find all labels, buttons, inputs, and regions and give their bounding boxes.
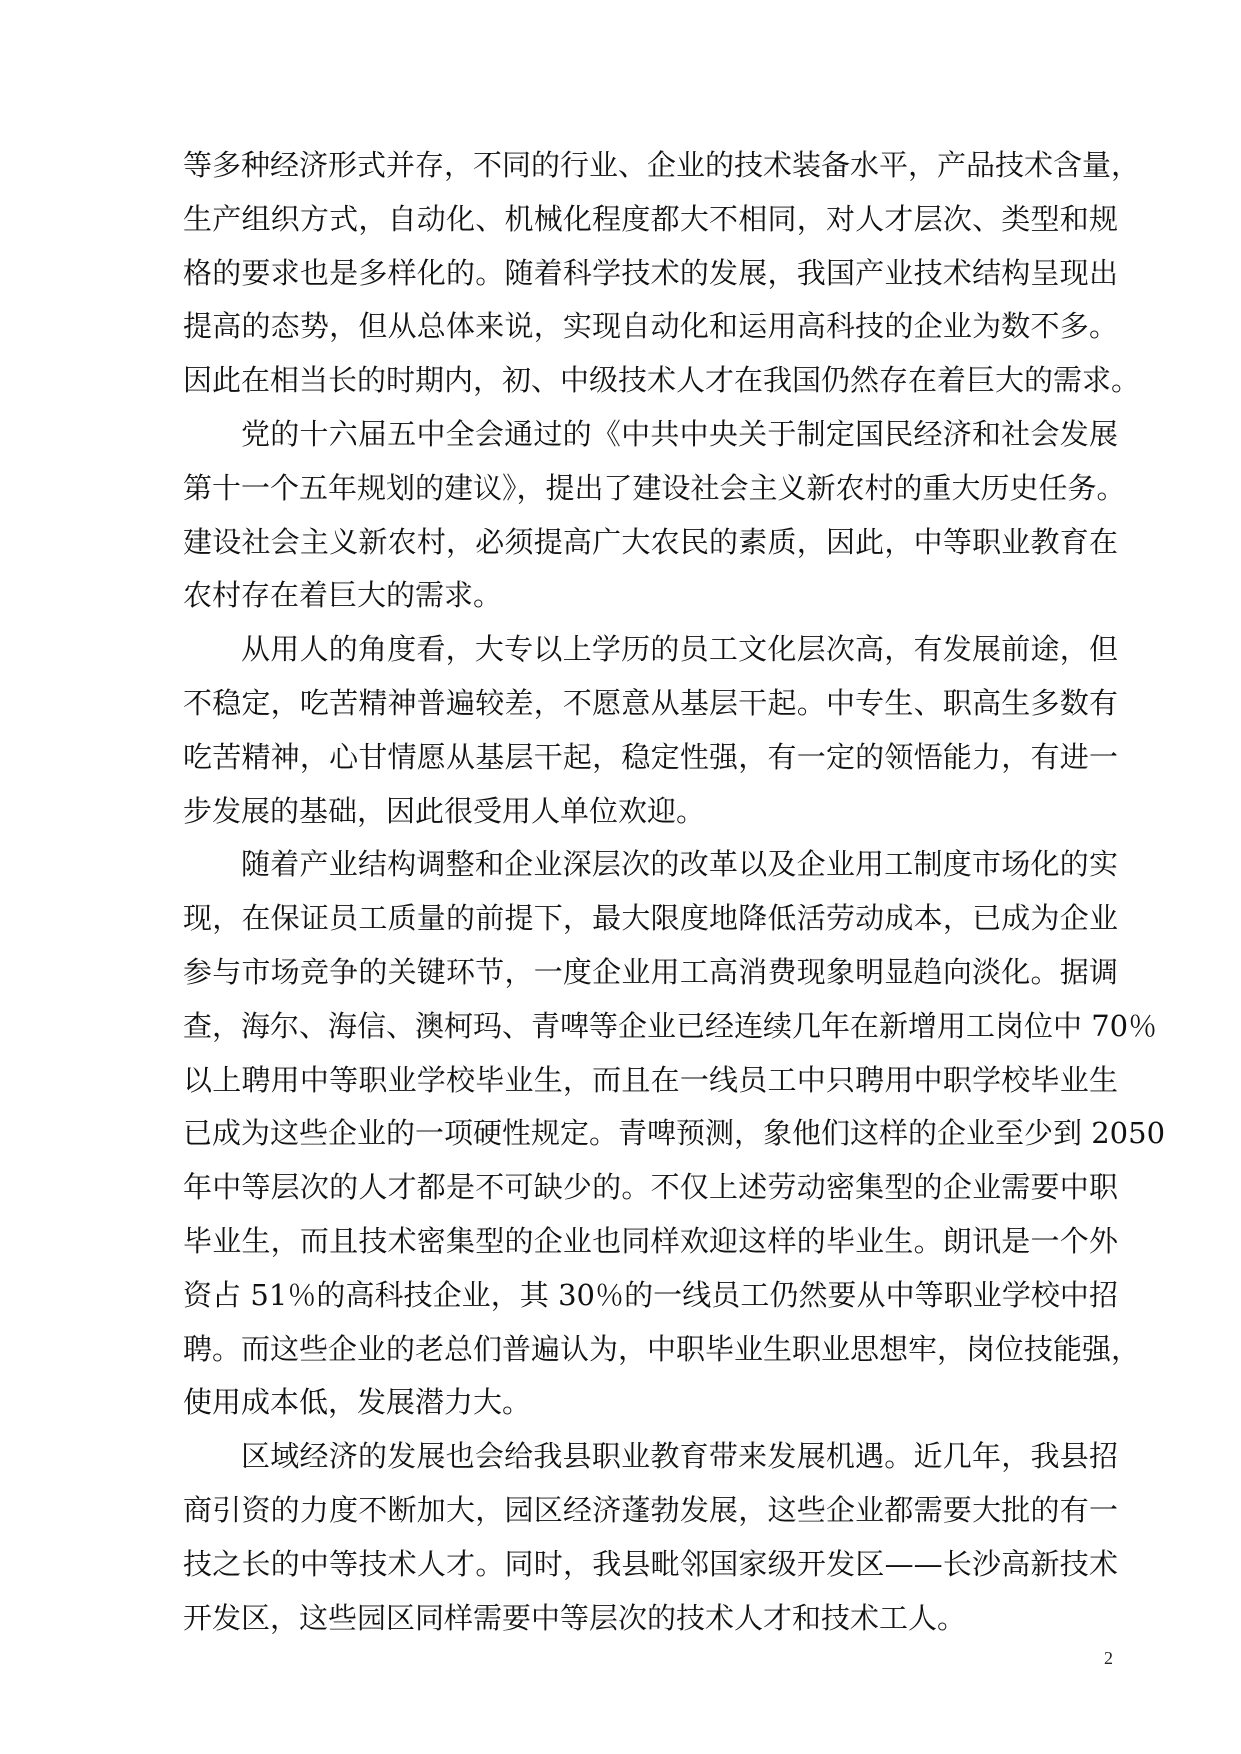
text-line: 已成为这些企业的一项硬性规定。青啤预测，象他们这样的企业至少到 2050 <box>183 1116 1166 1151</box>
text-line: 技之长的中等技术人才。同时，我县毗邻国家级开发区——长沙高新技术 <box>183 1546 1118 1581</box>
text-line: 以上聘用中等职业学校毕业生，而且在一线员工中只聘用中职学校毕业生 <box>183 1062 1118 1097</box>
paragraph-1 <box>183 139 1141 408</box>
text-line: 建设社会主义新农村，必须提高广大农民的素质，因此，中等职业教育在 <box>183 524 1118 559</box>
text-line: 区域经济的发展也会给我县职业教育带来发展机遇。近几年，我县招 <box>241 1439 1118 1474</box>
text-line: 使用成本低，发展潜力大。 <box>183 1385 532 1420</box>
text-line: 现，在保证员工质量的前提下，最大限度地降低活劳动成本，已成为企业 <box>183 901 1118 936</box>
text-line: 吃苦精神，心甘情愿从基层干起，稳定性强，有一定的领悟能力，有进一 <box>183 739 1118 774</box>
text-line: 从用人的角度看，大专以上学历的员工文化层次高，有发展前途，但 <box>241 632 1118 667</box>
text-line: 等多种经济形式并存，不同的行业、企业的技术装备水平，产品技术含量， <box>183 148 1141 182</box>
text-line: 提高的态势，但从总体来说，实现自动化和运用高科技的企业为数不多。 <box>183 309 1118 344</box>
paragraph-2 <box>183 408 1126 623</box>
text-line: 年中等层次的人才都是不可缺少的。不仅上述劳动密集型的企业需要中职 <box>183 1170 1118 1205</box>
text-line: 步发展的基础，因此很受用人单位欢迎。 <box>183 793 706 828</box>
body-text <box>183 139 1166 1645</box>
text-line: 因此在相当长的时期内，初、中级技术人才在我国仍然存在着巨大的需求。 <box>183 363 1141 398</box>
text-line: 毕业生，而且技术密集型的企业也同样欢迎这样的毕业生。朗讯是一个外 <box>183 1223 1118 1258</box>
text-line: 资占 51％的高科技企业，其 30％的一线员工仍然要从中等职业学校中招 <box>183 1277 1118 1312</box>
text-line: 格的要求也是多样化的。随着科学技术的发展，我国产业技术结构呈现出 <box>183 255 1118 290</box>
paragraph-3 <box>183 623 1118 838</box>
text-line: 不稳定，吃苦精神普遍较差，不愿意从基层干起。中专生、职高生多数有 <box>183 685 1118 720</box>
page-number: 2 <box>1104 1648 1113 1668</box>
text-line: 随着产业结构调整和企业深层次的改革以及企业用工制度市场化的实 <box>241 847 1118 882</box>
text-line: 开发区，这些园区同样需要中等层次的技术人才和技术工人。 <box>183 1600 967 1635</box>
text-line: 查，海尔、海信、澳柯玛、青啤等企业已经连续几年在新增用工岗位中 70％ <box>183 1008 1158 1043</box>
text-line: 党的十六届五中全会通过的《中共中央关于制定国民经济和社会发展 <box>241 416 1118 451</box>
paragraph-4 <box>183 838 1166 1430</box>
text-line: 商引资的力度不断加大，园区经济蓬勃发展，这些企业都需要大批的有一 <box>183 1492 1118 1527</box>
paragraph-5 <box>183 1430 1118 1645</box>
text-line: 第十一个五年规划的建议》，提出了建设社会主义新农村的重大历史任务。 <box>183 470 1126 505</box>
text-line: 农村存在着巨大的需求。 <box>183 578 503 613</box>
text-line: 参与市场竞争的关键环节，一度企业用工高消费现象明显趋向淡化。据调 <box>183 954 1118 989</box>
text-line: 聘。而这些企业的老总们普遍认为，中职毕业生职业思想牢，岗位技能强， <box>183 1331 1141 1366</box>
text-line: 生产组织方式，自动化、机械化程度都大不相同，对人才层次、类型和规 <box>183 201 1118 236</box>
